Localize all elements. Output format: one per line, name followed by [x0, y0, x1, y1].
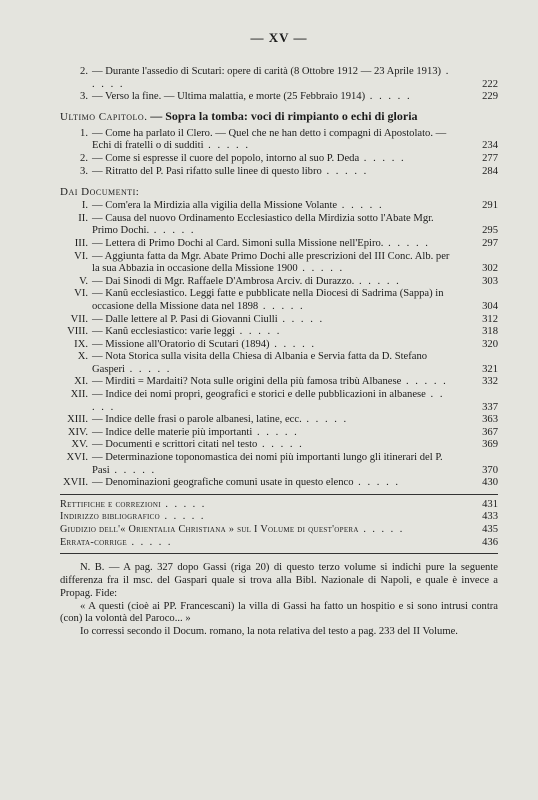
entry-page-number: 430: [482, 477, 498, 489]
entry-number: XI.: [74, 376, 88, 388]
entry-page-number: 320: [482, 338, 498, 350]
entry-page-number: 321: [482, 363, 498, 375]
toc-entry: [60, 389, 498, 414]
entry-title: — Indice delle materie più importanti: [92, 426, 253, 438]
entry-title: — Indice dei nomi propri, geografici e storici e delle pubblicazioni in albanese: [92, 389, 426, 401]
toc-entry: [60, 326, 498, 339]
dot-leader: . . . . .: [269, 338, 317, 350]
entry-page-number: 284: [482, 165, 498, 177]
entry-number: 3.: [80, 91, 88, 103]
entry-page-number: 229: [482, 91, 498, 103]
entry-title: — Documenti e scrittori citati nel testo: [92, 439, 258, 451]
toc-entry: [60, 314, 498, 327]
entry-title: — Durante l'assedio di Scutari: opere di carità (8 Ottobre 1912 — 23 Aprile 1913): [92, 66, 442, 77]
dot-leader: . . . . .: [234, 326, 282, 338]
entry-number: XVI.: [66, 452, 88, 464]
entry-page-number: 303: [482, 275, 498, 287]
dot-leader: . . . . .: [353, 477, 401, 489]
entry-page-number: 369: [482, 439, 498, 451]
toc-entry: [60, 66, 498, 91]
entry-number: III.: [74, 237, 88, 249]
misc-entries-list: [60, 499, 498, 549]
entry-title: — Come ha parlato il Clero. — Quel che ne han detto i compagni di Apostolato. — Echi di fratelli o di sudditi: [92, 127, 447, 152]
entry-number: 1.: [80, 127, 88, 139]
entry-number: XIV.: [67, 426, 88, 438]
toc-entry: [60, 166, 498, 179]
entry-number: 3.: [80, 165, 88, 177]
divider-top: [60, 494, 498, 495]
entry-title: — Lettera di Primo Dochi al Card. Simoni sulla Missione nell'Epiro.: [92, 237, 384, 249]
entry-number: II.: [78, 212, 88, 224]
entry-number: XV.: [71, 439, 88, 451]
dot-leader: . . . . .: [359, 152, 406, 164]
dot-leader: . . . . .: [383, 237, 430, 249]
toc-entry: [60, 414, 498, 427]
entry-title: Giudizio dell'« Orientalia Christiana » sul I Volume di quest'opera: [60, 524, 359, 535]
dot-leader: . . . . .: [126, 536, 173, 548]
last-chapter-title: — Sopra la tomba: voci di rimpianto o echi di gloria: [150, 108, 418, 123]
entry-title: — Kanû ecclesiastico: varie leggi: [92, 326, 235, 338]
entry-title: — Indice delle frasi o parole albanesi, latine, ecc.: [92, 414, 302, 426]
entry-number: X.: [77, 351, 88, 363]
entry-page-number: 297: [482, 237, 498, 249]
dot-leader: . . . . .: [203, 140, 250, 152]
dot-leader: . . . . .: [109, 464, 157, 476]
entry-title: — Come si espresse il cuore del popolo, intorno al suo P. Deda: [92, 152, 360, 164]
entry-page-number: 337: [482, 401, 498, 413]
toc-entry: [60, 427, 498, 440]
entry-title: — Mirditi = Mardaiti? Nota sulle origini della più famosa tribù Albanese: [92, 376, 402, 388]
dot-leader: . . . . .: [92, 389, 445, 413]
dot-leader: . . . . .: [337, 200, 384, 212]
footnote-block: [60, 562, 498, 639]
entry-title: — Verso la fine. — Ultima malattia, e morte (25 Febbraio 1914): [92, 91, 366, 103]
toc-entry: [60, 499, 498, 512]
toc-entry: [60, 128, 498, 153]
dot-leader: . . . . .: [354, 275, 401, 287]
entry-number: I.: [81, 200, 88, 212]
dot-leader: . . . . .: [321, 165, 369, 177]
toc-entry: [60, 351, 498, 376]
entry-page-number: 370: [482, 464, 498, 476]
entry-title: — Ritratto del P. Pasi rifatto sulle linee di questo libro: [92, 165, 322, 177]
entry-number: VII.: [70, 313, 88, 325]
entry-title: Errata-corrige: [60, 536, 127, 548]
entry-number: 2.: [80, 66, 88, 77]
toc-entry: [60, 251, 498, 276]
toc-entry: [60, 477, 498, 490]
entry-page-number: 367: [482, 426, 498, 438]
toc-entry: [60, 91, 498, 104]
toc-entry: [60, 339, 498, 352]
dot-leader: . . . . .: [258, 300, 305, 312]
note-paragraph: N. B. — A pag. 327 dopo Gassi (riga 20) di questo terzo volume si indichi pure la seguente differenza fra il msc. del Gaspari quale si trova alla Bibl. Nazionale di Napoli, e quale è invece a Propag. Fide:: [60, 562, 498, 599]
entry-page-number: 295: [482, 225, 498, 237]
toc-entry: [60, 537, 498, 550]
dot-leader: . . . . .: [160, 498, 207, 510]
entry-number: XII.: [70, 389, 88, 401]
entry-title: — Aggiunta fatta da Mgr. Abate Primo Dochi alle prescrizioni del III Conc. Alb. per la sua Abbazia in occasione della Missione 1900: [92, 250, 450, 275]
entry-number: XIII.: [67, 414, 88, 426]
entry-number: V.: [79, 275, 88, 287]
entry-page-number: 312: [482, 313, 498, 325]
divider-bottom: [60, 553, 498, 554]
toc-entry: [60, 276, 498, 289]
entry-page-number: 435: [482, 524, 498, 535]
toc-entry: [60, 511, 498, 524]
toc-entry: [60, 288, 498, 313]
note-paragraph: Io corressi secondo il Docum. romano, la nota relativa del testo a pag. 233 del II Volume.: [80, 626, 458, 638]
entry-number: 2.: [80, 152, 88, 164]
entry-page-number: 332: [482, 376, 498, 388]
entry-number: VI.: [74, 250, 88, 262]
entry-page-number: 318: [482, 326, 498, 338]
entry-title: Rettifiche e correzioni: [60, 498, 161, 510]
toc-entry: [60, 452, 498, 477]
entry-title: — Denominazioni geografiche comuni usate in questo elenco: [92, 477, 354, 489]
last-chapter-label: Ultimo Capitolo.: [60, 110, 148, 123]
entry-page-number: 291: [482, 200, 498, 212]
dot-leader: . . . . .: [297, 263, 345, 275]
entry-page-number: 363: [482, 414, 498, 426]
note-quote: « A questi (cioè ai PP. Francescani) la villa di Gassi ha fatto un hospitio e si sono intrusi contra (con) la volontà del Paroco... »: [60, 600, 498, 625]
documents-list: [60, 200, 498, 490]
dot-leader: . . . . .: [92, 66, 451, 90]
entry-page-number: 433: [482, 511, 498, 523]
entry-title: — Causa del nuovo Ordinamento Ecclesiastico della Mirdizia sotto l'Abate Mgr. Primo Dochi.: [92, 212, 434, 237]
documents-heading: Dai Documenti:: [60, 186, 140, 199]
toc-entry: [60, 153, 498, 166]
entry-number: XVII.: [62, 477, 88, 489]
entry-title: Indirizzo bibliografico: [60, 511, 160, 523]
dot-leader: . . . . .: [257, 439, 304, 451]
dot-leader: . . . . .: [124, 363, 172, 375]
entry-number: VIII.: [67, 326, 88, 338]
entry-title: — Kanû ecclesiastico. Leggi fatte e pubblicate nella Diocesi di Sadrima (Sappa) in occasione della Missione data nel 1898: [92, 288, 444, 312]
entry-page-number: 302: [482, 263, 498, 275]
toc-entry: [60, 524, 498, 537]
dot-leader: . . . . .: [159, 511, 206, 523]
toc-entry: [60, 238, 498, 251]
entry-number: IX.: [74, 338, 88, 350]
dot-leader: . . . . .: [301, 414, 349, 426]
entry-page-number: 436: [482, 536, 498, 548]
entry-page-number: 304: [482, 300, 498, 312]
entry-title: — Nota Storica sulla visita della Chiesa di Albania e Servia fatta da D. Stefano Gasperi: [92, 351, 428, 375]
toc-entry: [60, 439, 498, 452]
entry-page-number: 431: [482, 498, 498, 510]
dot-leader: . . . . .: [358, 524, 405, 535]
entry-title: — Com'era la Mirdizia alla vigilia della Missione Volante: [92, 200, 338, 212]
toc-entry: [60, 213, 498, 238]
entry-title: — Missione all'Oratorio di Scutari (1894): [92, 338, 270, 350]
first-entries-list: [60, 66, 498, 104]
dot-leader: . . . . .: [277, 313, 325, 325]
dot-leader: . . . . .: [365, 91, 412, 103]
toc-entry: [60, 200, 498, 213]
entry-title: — Dai Sinodi di Mgr. Raffaele D'Ambrosa Arciv. di Durazzo.: [92, 275, 355, 287]
last-chapter-entries-list: [60, 128, 498, 178]
last-chapter-heading: [60, 110, 498, 124]
page-number: — XV —: [250, 30, 308, 45]
dot-leader: . . . . .: [401, 376, 448, 388]
entry-page-number: 277: [482, 152, 498, 164]
dot-leader: . . . . .: [149, 225, 196, 237]
entry-number: VI.: [74, 288, 88, 300]
toc-entry: [60, 376, 498, 389]
entry-title: — Dalle lettere al P. Pasi di Giovanni Ciulli: [92, 313, 278, 325]
dot-leader: . . . . .: [252, 426, 299, 438]
entry-title: — Determinazione toponomastica dei nomi più importanti lungo gli itinerari del P. Pasi: [92, 452, 443, 476]
entry-page-number: 222: [482, 78, 498, 90]
entry-page-number: 234: [482, 140, 498, 152]
